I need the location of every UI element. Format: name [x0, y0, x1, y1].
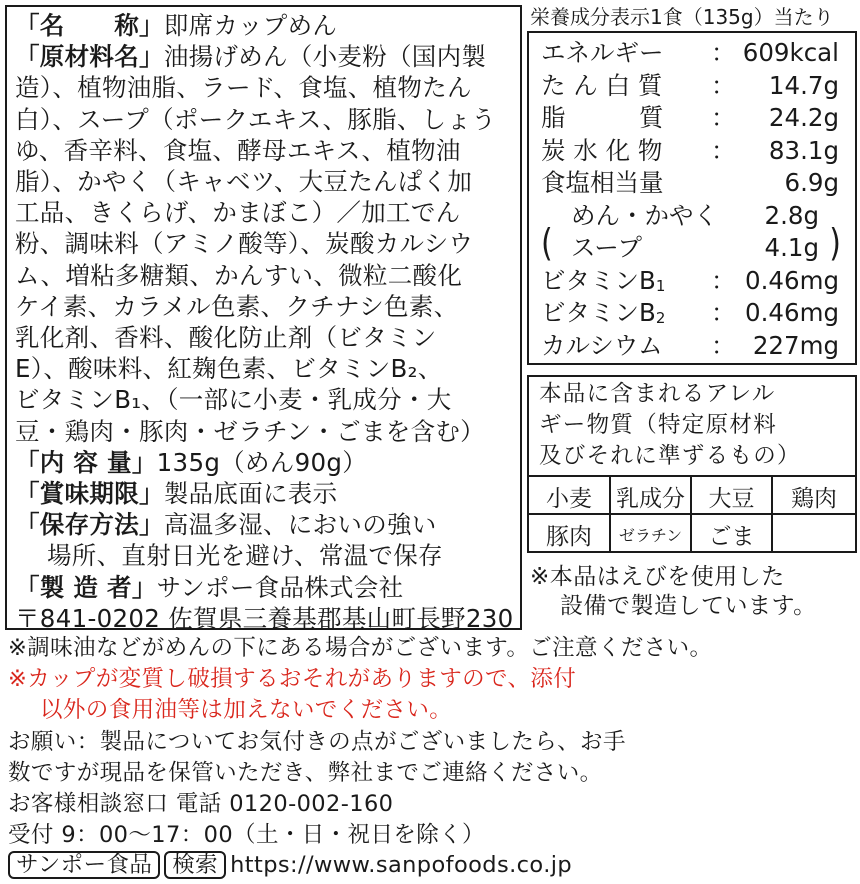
nutrition-row-soup-salt — [541, 232, 845, 265]
left-bracket: ( — [541, 221, 553, 265]
allergen-note — [530, 563, 817, 621]
storage-value-continued: 場所、直射日光を避け、常温で保存 — [47, 541, 443, 571]
raw-materials-line: 粉、調味料（アミノ酸等）、炭酸カルシウ — [15, 229, 474, 259]
allergen-cell: 小麦 — [529, 477, 611, 515]
nutrient-name: 炭 水 化 物 — [541, 135, 663, 165]
allergen-title-line: ギー物質（特定原材料 — [539, 412, 778, 438]
warning-line: ※カップが変質し破損するおそれがありますので、添付 — [8, 666, 577, 692]
nutrition-caption: 栄養成分表示1食（135g）当たり — [530, 5, 834, 29]
colon: ： — [711, 103, 736, 132]
warning-line: 以外の食用油等は加えないでください。 — [40, 697, 453, 723]
colon: ： — [711, 330, 736, 360]
nutrient-name: ビタミン$B_1$ — [541, 265, 666, 295]
request-line: お願い：製品についてお気付きの点がございましたら、お手 — [8, 729, 626, 755]
raw-materials-line: 白）、スープ（ポークエキス、豚脂、しょう — [15, 104, 497, 134]
nutrient-name: た ん 白 質 — [541, 70, 663, 100]
nutrition-row-vitamin-b2 — [541, 297, 845, 330]
colon: ： — [711, 38, 736, 67]
maker-label: 「製 造 者」 — [15, 572, 157, 602]
best-before-label: 「賞味期限」 — [15, 479, 164, 509]
colon: ： — [711, 298, 736, 327]
nutrient-name: ビタミン$B_2$ — [541, 298, 666, 327]
nutrient-value: 609kcal — [742, 38, 839, 67]
product-name-label: 「名 称」 — [15, 11, 164, 40]
nutrition-row-protein — [541, 70, 845, 103]
right-bracket: ) — [829, 221, 841, 265]
content-row — [15, 447, 513, 478]
nutrition-row-energy — [541, 37, 845, 70]
raw-materials-line: ケイ素、カラメル色素、クチナシ色素、 — [15, 291, 459, 321]
nutrient-name: エネルギー — [541, 38, 664, 67]
website-url[interactable]: https://www.sanpofoods.co.jp — [230, 852, 573, 878]
salt-breakdown-group — [541, 200, 845, 265]
allergen-cell: 豚肉 — [529, 515, 611, 553]
web-line — [8, 850, 572, 880]
nutrient-value: 2.8g — [764, 200, 819, 230]
storage-value: 高温多湿、においの強い — [163, 510, 437, 540]
allergen-cell: 乳成分 — [611, 477, 692, 515]
storage-label: 「保存方法」 — [15, 510, 164, 540]
oil-note: ※調味油などがめんの下にある場合がございます。ご注意ください。 — [8, 635, 713, 661]
colon: ： — [711, 265, 736, 295]
raw-materials-line: ゆ、香辛料、食塩、酵母エキス、植物油 — [15, 135, 461, 165]
nutrient-name: 脂 質 — [541, 103, 664, 132]
raw-materials-row — [15, 41, 513, 72]
maker-row — [15, 572, 513, 603]
nutrient-value: 0.46mg — [745, 298, 839, 327]
nutrient-value: 83.1g — [768, 135, 839, 165]
storage-row — [15, 509, 513, 540]
nutrition-row-vitamin-b1 — [541, 265, 845, 298]
nutrition-row-salt — [541, 167, 845, 200]
raw-materials-line: E）、酸味料、紅麹色素、ビタミンB₂、 — [15, 354, 443, 384]
request-line: 数ですが現品を保管いただき、弊社までご連絡ください。 — [8, 760, 603, 786]
raw-materials-line: ム、増粘多糖類、かんすい、微粒二酸化 — [15, 260, 463, 290]
nutrient-name: 食塩相当量 — [541, 168, 664, 197]
allergen-grid — [529, 475, 855, 553]
nutrition-row-calcium — [541, 330, 845, 363]
nutrient-value: 0.46mg — [745, 265, 839, 295]
best-before-row — [15, 478, 513, 509]
allergen-title-line: 本品に含まれるアレル — [539, 381, 776, 407]
nutrient-name: スープ — [571, 233, 643, 262]
colon: ： — [711, 70, 736, 100]
maker-value: サンポー食品株式会社 — [156, 572, 404, 602]
nutrition-row-noodle-salt — [541, 200, 845, 233]
nutrient-name: めん・かやく — [571, 200, 718, 230]
nutrient-value: 227mg — [752, 330, 839, 360]
content-value: 135g（めん90g） — [156, 447, 368, 477]
allergen-panel — [527, 375, 857, 553]
allergen-cell: 大豆 — [692, 477, 773, 515]
nutrient-value: 4.1g — [764, 233, 819, 262]
hours-line: 受付 9：00～17：00（土・日・祝日を除く） — [8, 822, 485, 848]
product-name-row — [15, 10, 513, 41]
allergen-title — [529, 377, 855, 475]
nutrient-name: カルシウム — [541, 330, 663, 360]
raw-materials-line: 豆・鶏肉・豚肉・ゼラチン・ごまを含む） — [15, 416, 485, 446]
best-before-value: 製品底面に表示 — [163, 479, 338, 509]
ingredients-panel — [5, 5, 522, 633]
allergen-note-line: ※本品はえびを使用した — [530, 564, 785, 590]
raw-materials-line: 油揚げめん（小麦粉（国内製 — [163, 42, 487, 72]
search-pill: 検索 — [164, 851, 226, 879]
raw-materials-line: 乳化剤、香料、酸化防止剤（ビタミン — [15, 323, 437, 353]
raw-materials-line: ビタミンB₁、（一部に小麦・乳成分・大 — [15, 385, 452, 415]
allergen-cell: 鶏肉 — [791, 485, 837, 512]
product-name-value: 即席カップめん — [163, 11, 338, 40]
content-label: 「内 容 量」 — [15, 447, 157, 477]
nutrient-value: 6.9g — [784, 168, 839, 197]
contact-line: お客様相談窓口 電話 0120-002-160 — [8, 791, 394, 817]
raw-materials-line: 造）、植物油脂、ラード、食塩、植物たん — [15, 73, 472, 103]
raw-materials-label: 「原材料名」 — [15, 42, 164, 72]
allergen-title-line: 及びそれに準ずるもの） — [539, 443, 801, 469]
allergen-cell: ゼラチン — [611, 515, 692, 553]
maker-address: 〒841-0202 佐賀県三養基郡基山町長野230 — [15, 603, 514, 633]
nutrient-value: 24.2g — [768, 103, 839, 132]
raw-materials-line: 脂）、かやく（キャベツ、大豆たんぱく加 — [15, 167, 473, 197]
nutrition-row-fat — [541, 102, 845, 135]
brand-pill: サンポー食品 — [8, 851, 160, 879]
nutrition-row-carbs — [541, 135, 845, 168]
nutrition-table — [527, 31, 857, 365]
nutrient-value: 14.7g — [768, 70, 839, 100]
allergen-cell: ごま — [692, 515, 773, 553]
colon: ： — [711, 135, 736, 165]
raw-materials-line: 工品、きくらげ、かまぼこ）／加工でん — [15, 198, 461, 228]
allergen-note-line: 設備で製造しています。 — [560, 593, 817, 619]
